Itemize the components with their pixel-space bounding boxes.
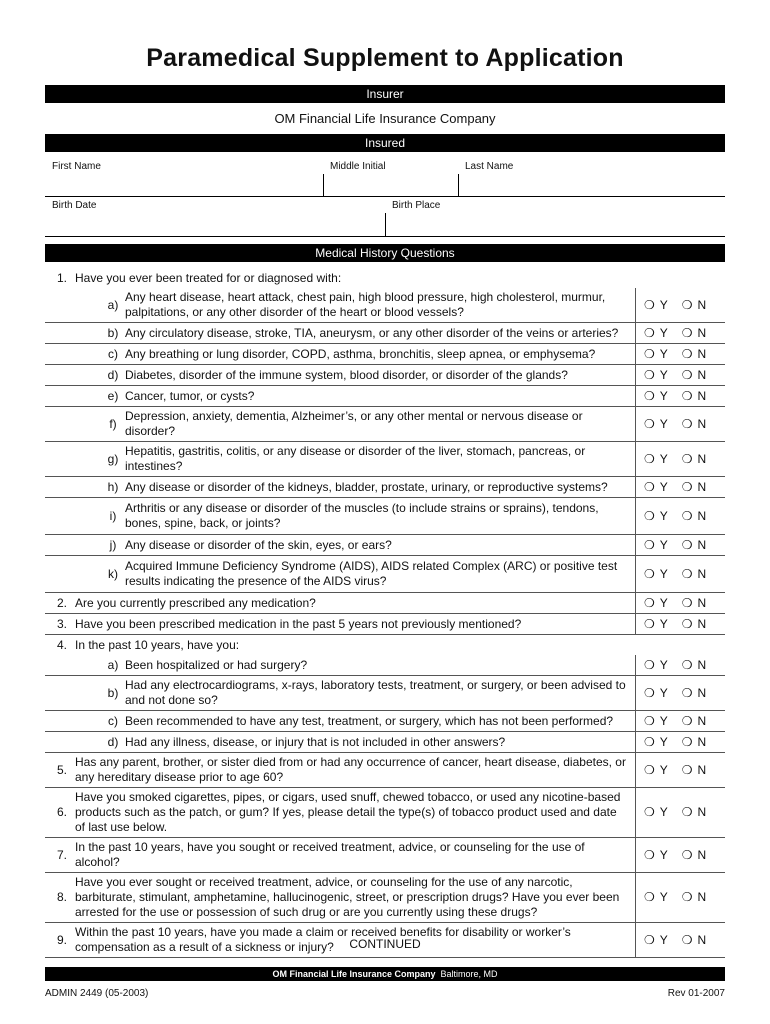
no-label: N <box>697 932 707 947</box>
checkbox-icon[interactable]: ❍ <box>681 805 693 819</box>
question-text: Have you been prescribed medication in the past 5 years not previously mentioned? <box>75 616 522 631</box>
question-letter: j) <box>109 537 117 552</box>
yes-option[interactable] <box>644 596 668 611</box>
yes-option[interactable] <box>644 298 668 313</box>
question-row <box>45 593 725 614</box>
checkbox-icon[interactable]: ❍ <box>644 367 655 382</box>
no-label: N <box>697 685 707 700</box>
question-text: Depression, anxiety, dementia, Alzheimer’s, or any other mental or nervous disease or disorder? <box>125 409 583 438</box>
question-row <box>45 442 725 477</box>
no-label: N <box>697 297 707 312</box>
yes-label: Y <box>659 566 668 581</box>
no-label: N <box>697 734 707 749</box>
question-number: 7. <box>56 847 67 862</box>
question-row <box>45 477 725 498</box>
question-letter: a) <box>107 657 119 672</box>
question-row <box>45 386 725 407</box>
question-row <box>45 535 725 556</box>
question-row <box>45 838 725 873</box>
footer-company: OM Financial Life Insurance Company <box>272 969 436 979</box>
yes-no-group <box>635 556 725 592</box>
question-row <box>45 788 725 838</box>
checkbox-icon[interactable]: ❍ <box>681 616 693 631</box>
yes-label: Y <box>659 734 668 749</box>
question-row <box>45 498 725 535</box>
yes-no-group <box>635 593 725 613</box>
revision: Rev 01-2007 <box>667 988 725 999</box>
yes-label: Y <box>659 297 668 312</box>
checkbox-icon[interactable]: ❍ <box>644 537 655 552</box>
yes-option[interactable] <box>644 368 668 383</box>
birth-date-label: Birth Date <box>52 200 97 211</box>
yes-no-group <box>635 535 725 555</box>
no-option[interactable] <box>682 347 706 362</box>
yes-label: Y <box>659 508 668 523</box>
checkbox-icon[interactable]: ❍ <box>644 297 655 312</box>
question-row <box>45 711 725 732</box>
no-option[interactable] <box>682 389 706 404</box>
checkbox-icon[interactable]: ❍ <box>644 932 655 947</box>
question-row <box>45 407 725 442</box>
no-label: N <box>697 762 707 777</box>
yes-no-group <box>635 407 725 441</box>
question-row <box>45 732 725 753</box>
no-option[interactable] <box>682 686 706 701</box>
question-text: Any disease or disorder of the skin, eyes, or ears? <box>125 537 392 552</box>
yes-option[interactable] <box>644 417 668 432</box>
yes-no-group <box>635 365 725 385</box>
checkbox-icon[interactable]: ❍ <box>681 685 693 700</box>
question-letter: d) <box>107 734 119 749</box>
yes-no-group <box>635 655 725 675</box>
question-letter: d) <box>107 367 119 382</box>
question-text: Acquired Immune Deficiency Syndrome (AIDS), AIDS related Complex (ARC) or positive test results indicating the presence of the AIDS virus? <box>125 559 618 588</box>
no-option[interactable] <box>682 805 706 820</box>
yes-option[interactable] <box>644 617 668 632</box>
yes-label: Y <box>659 451 668 466</box>
no-option[interactable] <box>682 735 706 750</box>
yes-no-group <box>635 323 725 343</box>
yes-no-group <box>635 477 725 497</box>
birth-place-label: Birth Place <box>392 200 441 211</box>
no-label: N <box>697 595 707 610</box>
question-number: 5. <box>56 762 67 777</box>
yes-option[interactable] <box>644 389 668 404</box>
checkbox-icon[interactable]: ❍ <box>644 416 655 431</box>
no-option[interactable] <box>682 452 706 467</box>
yes-label: Y <box>659 479 668 494</box>
yes-no-group <box>635 788 725 837</box>
question-row <box>45 268 725 288</box>
checkbox-icon[interactable]: ❍ <box>681 713 693 728</box>
no-label: N <box>697 616 707 631</box>
question-text: Are you currently prescribed any medication? <box>75 595 316 610</box>
yes-label: Y <box>659 595 668 610</box>
no-label: N <box>697 847 707 862</box>
question-row <box>45 655 725 676</box>
yes-label: Y <box>659 932 668 947</box>
yes-no-group <box>635 614 725 634</box>
checkbox-icon[interactable]: ❍ <box>681 367 693 382</box>
checkbox-icon[interactable]: ❍ <box>644 346 655 361</box>
question-letter: f) <box>109 416 117 431</box>
question-number: 8. <box>56 890 67 904</box>
yes-no-group <box>635 344 725 364</box>
yes-option[interactable] <box>644 347 668 362</box>
yes-no-group <box>635 753 725 787</box>
yes-label: Y <box>659 367 668 382</box>
no-label: N <box>697 416 707 431</box>
last-name-label: Last Name <box>465 161 514 172</box>
yes-no-group <box>635 873 725 922</box>
question-text: Have you smoked cigarettes, pipes, or cigars, used snuff, chewed tobacco, or used any nicotine-based products such as the patch, or gum? If yes, please detail the type(s) of tobacco product used and date of last use below. <box>75 790 621 834</box>
question-text: In the past 10 years, have you: <box>75 637 240 652</box>
question-text: Have you ever sought or received treatment, advice, or counseling for the use of any narcotic, barbiturate, stimulant, amphetamine, hallucinogenic, street, or prescription drugs? Have you ever been arrested for the use or possession of such drug or are you currently using these drugs? <box>75 875 620 919</box>
checkbox-icon[interactable]: ❍ <box>644 616 655 631</box>
middle-initial-label: Middle Initial <box>330 161 386 172</box>
question-letter: a) <box>107 297 119 312</box>
question-text: Any heart disease, heart attack, chest pain, high blood pressure, high cholesterol, murmur, palpitations, or any other disorder of the heart or blood vessels? <box>125 290 606 319</box>
no-option[interactable] <box>682 509 706 524</box>
yes-label: Y <box>659 537 668 552</box>
footer-bar <box>45 967 725 981</box>
question-number: 4. <box>56 637 67 652</box>
question-row <box>45 614 725 635</box>
yes-no-group <box>635 442 725 476</box>
checkbox-icon[interactable]: ❍ <box>681 325 693 340</box>
checkbox-icon[interactable]: ❍ <box>681 508 693 523</box>
question-text: Had any electrocardiograms, x-rays, laboratory tests, treatment, or surgery, or been advised to and not done so? <box>125 678 626 707</box>
page-title: Paramedical Supplement to Application <box>146 44 624 72</box>
no-option[interactable] <box>682 298 706 313</box>
yes-no-group <box>635 386 725 406</box>
yes-label: Y <box>659 762 668 777</box>
no-option[interactable] <box>682 538 706 553</box>
checkbox-icon[interactable]: ❍ <box>681 297 693 312</box>
no-option[interactable] <box>682 763 706 778</box>
no-label: N <box>697 537 707 552</box>
medical-heading: Medical History Questions <box>45 244 725 262</box>
question-letter: b) <box>107 325 119 340</box>
yes-option[interactable] <box>644 805 668 820</box>
checkbox-icon[interactable]: ❍ <box>681 762 693 777</box>
no-label: N <box>697 713 707 728</box>
form-id: ADMIN 2449 (05-2003) <box>45 988 149 999</box>
checkbox-icon[interactable]: ❍ <box>644 734 655 749</box>
yes-label: Y <box>659 346 668 361</box>
no-option[interactable] <box>682 567 706 582</box>
checkbox-icon[interactable]: ❍ <box>681 479 693 494</box>
question-text: Have you ever been treated for or diagnosed with: <box>75 270 342 285</box>
no-option[interactable] <box>682 326 706 341</box>
yes-option[interactable] <box>644 452 668 467</box>
question-row <box>45 365 725 386</box>
question-number: 2. <box>56 595 67 610</box>
question-row <box>45 676 725 711</box>
continued-label: CONTINUED <box>349 937 421 951</box>
yes-no-group <box>635 635 725 655</box>
yes-label: Y <box>659 805 668 819</box>
no-label: N <box>697 566 707 581</box>
no-option[interactable] <box>682 848 706 863</box>
no-label: N <box>697 657 707 672</box>
question-letter: c) <box>108 713 118 728</box>
checkbox-icon[interactable]: ❍ <box>681 537 693 552</box>
insurer-heading: Insurer <box>45 85 725 103</box>
checkbox-icon[interactable]: ❍ <box>681 890 693 904</box>
question-row <box>45 635 725 655</box>
yes-option[interactable] <box>644 735 668 750</box>
yes-no-group <box>635 288 725 322</box>
no-label: N <box>697 346 707 361</box>
checkbox-icon[interactable]: ❍ <box>644 451 655 466</box>
yes-option[interactable] <box>644 509 668 524</box>
checkbox-icon[interactable]: ❍ <box>681 932 693 947</box>
no-label: N <box>697 508 707 523</box>
question-row <box>45 873 725 923</box>
checkbox-icon[interactable]: ❍ <box>644 388 655 403</box>
checkbox-icon[interactable]: ❍ <box>681 566 693 581</box>
checkbox-icon[interactable]: ❍ <box>644 479 655 494</box>
no-option[interactable] <box>682 714 706 729</box>
question-number: 3. <box>56 616 67 631</box>
checkbox-icon[interactable]: ❍ <box>644 890 655 904</box>
yes-label: Y <box>659 416 668 431</box>
question-text: Has any parent, brother, or sister died from or had any occurrence of cancer, heart disease, diabetes, or any hereditary disease prior to age 60? <box>75 755 626 784</box>
checkbox-icon[interactable]: ❍ <box>681 847 693 862</box>
question-text: Cancer, tumor, or cysts? <box>125 388 255 403</box>
question-text: Arthritis or any disease or disorder of the muscles (to include strains or sprains), tendons, bones, spine, back, or joints? <box>125 501 599 530</box>
question-text: Any circulatory disease, stroke, TIA, aneurysm, or any other disorder of the veins or arteries? <box>125 325 619 340</box>
question-row <box>45 556 725 593</box>
checkbox-icon[interactable]: ❍ <box>644 762 655 777</box>
checkbox-icon[interactable]: ❍ <box>644 805 655 819</box>
yes-option[interactable] <box>644 326 668 341</box>
checkbox-icon[interactable]: ❍ <box>681 346 693 361</box>
medical-questions <box>45 268 725 958</box>
yes-label: Y <box>659 685 668 700</box>
checkbox-icon[interactable]: ❍ <box>681 451 693 466</box>
yes-no-group <box>635 838 725 872</box>
checkbox-icon[interactable]: ❍ <box>644 595 655 610</box>
yes-label: Y <box>659 388 668 403</box>
checkbox-icon[interactable]: ❍ <box>644 685 655 700</box>
no-option[interactable] <box>682 480 706 495</box>
yes-option[interactable] <box>644 658 668 673</box>
checkbox-icon[interactable]: ❍ <box>681 388 693 403</box>
yes-no-group <box>635 676 725 710</box>
question-letter: c) <box>108 346 118 361</box>
yes-option[interactable] <box>644 714 668 729</box>
question-text: Diabetes, disorder of the immune system, blood disorder, or disorder of the glands? <box>125 367 568 382</box>
checkbox-icon[interactable]: ❍ <box>644 847 655 862</box>
yes-option[interactable] <box>644 567 668 582</box>
question-text: Any disease or disorder of the kidneys, bladder, prostate, urinary, or reproductive systems? <box>125 479 608 494</box>
birth-date-divider <box>385 213 386 236</box>
no-label: N <box>697 451 707 466</box>
no-option[interactable] <box>682 658 706 673</box>
question-row <box>45 288 725 323</box>
question-letter: g) <box>107 451 119 466</box>
no-label: N <box>697 388 707 403</box>
question-row <box>45 753 725 788</box>
first-name-label: First Name <box>52 161 101 172</box>
no-label: N <box>697 325 707 340</box>
question-number: 6. <box>56 805 67 819</box>
yes-no-group <box>635 732 725 752</box>
no-label: N <box>697 367 707 382</box>
question-letter: b) <box>107 685 119 700</box>
yes-label: Y <box>659 325 668 340</box>
no-option[interactable] <box>682 617 706 632</box>
checkbox-icon[interactable]: ❍ <box>644 657 655 672</box>
yes-option[interactable] <box>644 538 668 553</box>
yes-label: Y <box>659 847 668 862</box>
yes-label: Y <box>659 713 668 728</box>
yes-option[interactable] <box>644 848 668 863</box>
no-label: N <box>697 890 707 904</box>
first-name-divider <box>323 174 324 196</box>
no-label: N <box>697 479 707 494</box>
checkbox-icon[interactable]: ❍ <box>644 566 655 581</box>
insurer-company: OM Financial Life Insurance Company <box>274 111 496 126</box>
yes-label: Y <box>659 657 668 672</box>
yes-label: Y <box>659 616 668 631</box>
no-option[interactable] <box>682 417 706 432</box>
footer-location: Baltimore, MD <box>440 969 498 979</box>
question-letter: h) <box>107 479 119 494</box>
yes-no-group <box>635 711 725 731</box>
question-letter: k) <box>108 566 118 581</box>
question-text: Any breathing or lung disorder, COPD, asthma, bronchitis, sleep apnea, or emphysema? <box>125 346 596 361</box>
checkbox-icon[interactable]: ❍ <box>644 325 655 340</box>
question-text: Been hospitalized or had surgery? <box>125 657 308 672</box>
question-text: In the past 10 years, have you sought or received treatment, advice, or counseling for the use of alcohol? <box>75 840 585 869</box>
checkbox-icon[interactable]: ❍ <box>681 595 693 610</box>
birth-row-line[interactable] <box>45 236 725 237</box>
no-option[interactable] <box>682 890 706 905</box>
checkbox-icon[interactable]: ❍ <box>644 713 655 728</box>
checkbox-icon[interactable]: ❍ <box>644 508 655 523</box>
yes-option[interactable] <box>644 890 668 905</box>
checkbox-icon[interactable]: ❍ <box>681 734 693 749</box>
question-letter: i) <box>109 508 117 523</box>
question-text: Been recommended to have any test, treatment, or surgery, which has not been performed? <box>125 713 614 728</box>
question-row <box>45 344 725 365</box>
question-letter: e) <box>107 388 119 403</box>
checkbox-icon[interactable]: ❍ <box>681 416 693 431</box>
question-row <box>45 323 725 344</box>
question-text: Hepatitis, gastritis, colitis, or any disease or disorder of the liver, stomach, pancreas, or intestines? <box>125 444 586 473</box>
yes-option[interactable] <box>644 763 668 778</box>
no-label: N <box>697 805 707 819</box>
yes-label: Y <box>659 890 668 904</box>
middle-initial-divider <box>458 174 459 196</box>
yes-no-group <box>635 268 725 288</box>
no-option[interactable] <box>682 368 706 383</box>
no-option[interactable] <box>682 596 706 611</box>
question-number: 9. <box>56 932 67 947</box>
insured-heading: Insured <box>45 134 725 152</box>
yes-no-group <box>635 498 725 534</box>
name-row-line[interactable] <box>45 196 725 197</box>
question-text: Had any illness, disease, or injury that is not included in other answers? <box>125 734 506 749</box>
question-number: 1. <box>56 270 67 285</box>
checkbox-icon[interactable]: ❍ <box>681 657 693 672</box>
question-text: Within the past 10 years, have you made a claim or received benefits for disability or worker’s compensation as a result of a sickness or injury? <box>75 925 571 954</box>
yes-option[interactable] <box>644 686 668 701</box>
yes-option[interactable] <box>644 480 668 495</box>
